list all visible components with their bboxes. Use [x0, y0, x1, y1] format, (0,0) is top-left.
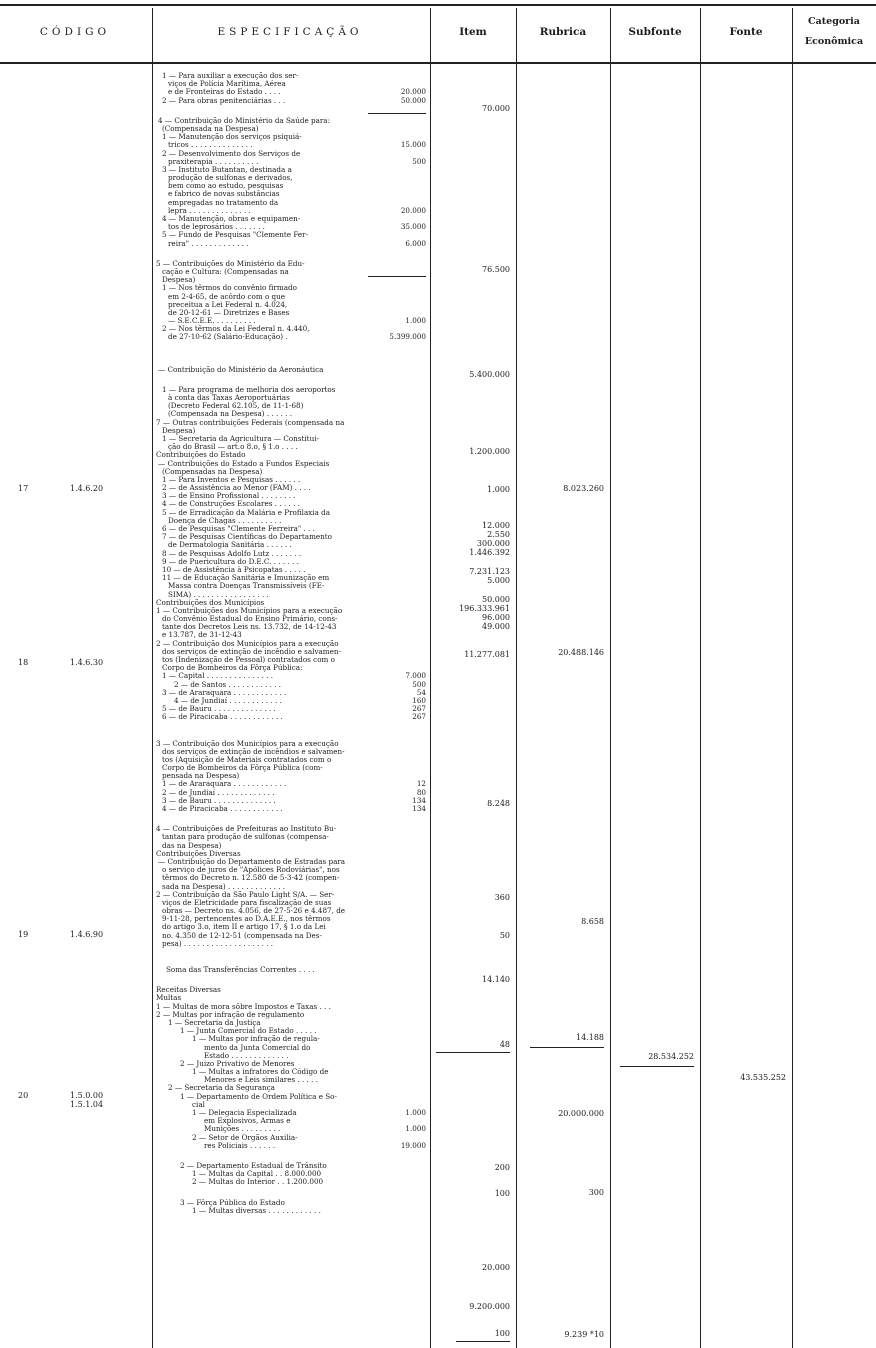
row-number: 20 [18, 1091, 29, 1100]
header-subfonte: Subfonte [628, 26, 682, 38]
spec-amount: 12 [416, 779, 426, 789]
spec-text: SIMA) . . . . . . . . . . . . . . . . . [168, 589, 269, 599]
spec-line [156, 333, 426, 341]
spec-text: Despesa) [162, 425, 196, 435]
spec-text: e fabrico de novas substâncias [168, 189, 280, 199]
total-rule [368, 276, 426, 277]
spec-text: ção do Brasil — art.o 8.o, § 1.o . . . . [168, 442, 298, 452]
spec-line [156, 966, 426, 974]
spec-text: viços de Eletricidade para fiscalização de suas [162, 897, 332, 907]
header-bottom-rule [0, 62, 876, 64]
spec-text: 2 — Para obras penitenciárias . . . [162, 95, 286, 105]
spec-text: tos de leprosários . . . . . . . [168, 222, 265, 232]
item-value: 1.000 [487, 485, 510, 494]
spec-text: 10 — de Assistência à Psicopatas . . . . . [162, 564, 306, 574]
spec-text: de Dermatologia Sanitária . . . . . . [168, 540, 292, 550]
spec-text: tante dos Decretos Leis ns. 13.732, de 14-12-43 [162, 622, 337, 632]
spec-text: 3 — Instituto Butantan, destinada a [162, 164, 292, 174]
item-value: 5.400.000 [469, 370, 510, 379]
spec-line [156, 940, 426, 948]
spec-text: 7 — de Pesquisas Científicas do Departamento [162, 532, 332, 542]
header-fonte: Fonte [729, 26, 763, 38]
spec-text: 5 — de Bauru . . . . . . . . . . . . . . [162, 704, 276, 714]
spec-text: reira" . . . . . . . . . . . . . [168, 238, 249, 248]
spec-text: 4 — de Construções Escolares . . . . . . [162, 499, 300, 509]
spec-text: de 27-10-62 (Salário-Educação) . [168, 332, 288, 342]
spec-amount: 267 [412, 704, 426, 714]
spec-text: 6 — de Piracicaba . . . . . . . . . . . . [162, 712, 283, 722]
spec-text: — Contribuições do Estado a Fundos Especiais [158, 458, 330, 468]
header-rubrica: Rubrica [539, 26, 587, 38]
item-value: 49.000 [482, 622, 510, 631]
item-value: 20.000 [482, 1263, 510, 1272]
spec-text: tos (Aquisição de Materiais contratados com o [162, 754, 332, 764]
spec-text: 1 — Manutenção dos serviços psiquiá- [162, 132, 302, 142]
spec-amount: 134 [412, 804, 426, 813]
spec-line [156, 419, 426, 427]
spec-text: Contribuições Diversas [156, 848, 241, 858]
spec-text: 2 — Setor de Orgãos Auxilia- [192, 1132, 298, 1142]
spec-text: 8 — de Pesquisas Adolfo Lutz . . . . . . . [162, 548, 302, 558]
spec-text: 4 — de Jundiaí . . . . . . . . . . . . [174, 695, 282, 705]
spec-text: no. 4.350 de 12-12-51 (compensada na Des- [162, 930, 322, 940]
item-value: 50 [499, 931, 510, 940]
spec-text: Corpo de Bombeiros da Fôrça Pública: [162, 663, 303, 673]
header-especificacao: ESPECIFICAÇÃO [217, 26, 363, 38]
spec-text: — S.E.C.E.E. . . . . . . . . . [168, 316, 256, 326]
budget-code: 1.4.6.20 [70, 484, 104, 493]
item-value: 9.200.000 [469, 1302, 510, 1311]
item-value: 100 [494, 1329, 510, 1338]
spec-line [156, 374, 426, 386]
spec-line [156, 722, 426, 740]
spec-text: pesa) . . . . . . . . . . . . . . . . . . . . [162, 938, 274, 948]
spec-line [156, 948, 426, 966]
spec-text: produção de sulfonas e derivados, [168, 173, 293, 183]
spec-text: 2 — de Assistência ao Menor (FAM) . . . . [162, 483, 311, 493]
spec-text: 2 — Juizo Privativo de Menores [180, 1058, 295, 1068]
spec-amount: 1.000 [405, 316, 426, 326]
spec-text: 1 — Multas diversas . . . . . . . . . . . . [192, 1205, 321, 1215]
spec-amount: 160 [412, 695, 426, 705]
column-divider [792, 8, 793, 1348]
spec-text: 2 — Desenvolvimento dos Serviços de [162, 148, 301, 158]
spec-amount: 500 [412, 156, 426, 166]
spec-text: — Contribuição do Ministério da Aeronáutica [158, 364, 324, 374]
spec-text: em Explosivos, Armas e [204, 1116, 291, 1126]
budget-code: 1.5.1.04 [70, 1100, 104, 1109]
spec-amount: 1.000 [405, 1124, 426, 1134]
column-divider [516, 8, 517, 1348]
spec-text: (Compensada na Despesa) . . . . . . [168, 409, 293, 419]
budget-code: 1.4.6.90 [70, 930, 104, 939]
spec-text: 1 — Multas a infratores do Código de [192, 1067, 329, 1077]
rubrica-value: 9.239 *10 [564, 1330, 604, 1339]
item-value: 70.000 [482, 104, 510, 113]
spec-text: praxiterapia . . . . . . . . . . [168, 156, 259, 166]
rubrica-value: 14.188 [576, 1033, 604, 1042]
spec-text: 3 — Fôrça Pública do Estado [180, 1197, 285, 1207]
spec-line [156, 1134, 426, 1142]
spec-amount: 134 [412, 795, 426, 805]
spec-text: — Contribuição do Departamento de Estradas para [158, 856, 346, 866]
spec-amount: 15.000 [400, 140, 426, 150]
header-item: Item [459, 26, 487, 38]
rubrica-value: 300 [588, 1188, 604, 1197]
item-value: 11.277.081 [464, 650, 510, 659]
spec-text: 1 — Contribuições dos Municípios para a execução [156, 605, 343, 615]
spec-text: sada na Despesa) . . . . . . . . . . . . . [162, 881, 286, 891]
spec-text: e 13.787, de 31-12-43 [162, 630, 242, 640]
spec-text: 2 — Contribuição da São Paulo Light S/A. — Ser- [156, 889, 335, 899]
spec-line [156, 97, 426, 105]
spec-text: 1 — Capital . . . . . . . . . . . . . . . [162, 671, 274, 681]
spec-text: viços de Polícia Marítima, Aérea [168, 79, 286, 89]
spec-amount: 80 [416, 787, 426, 797]
spec-text: empregadas no tratamento da [168, 197, 279, 207]
spec-amount: 50.000 [400, 95, 426, 105]
item-value: 300.000 [476, 539, 510, 548]
spec-text: 3 — de Bauru . . . . . . . . . . . . . . [162, 795, 276, 805]
spec-amount: 500 [412, 679, 426, 689]
spec-amount: 20.000 [400, 87, 426, 97]
spec-line [156, 1044, 426, 1052]
spec-text: 11 — de Educação Sanitária e Imunização em [162, 573, 330, 583]
spec-text: de 20-12-61 — Diretrizes e Bases [168, 307, 290, 317]
total-rule [620, 1066, 694, 1067]
spec-text: 2 — de Jundiaí . . . . . . . . . . . . . [162, 787, 275, 797]
total-rule [368, 113, 426, 114]
column-divider [610, 8, 611, 1348]
spec-text: 2 — Secretaria da Segurança [168, 1083, 275, 1093]
total-rule [530, 1047, 604, 1048]
rubrica-value: 8.023.260 [563, 484, 604, 493]
rubrica-value: 20.000.000 [558, 1109, 604, 1118]
spec-text: cial [192, 1099, 205, 1109]
spec-text: (Compensada na Despesa) [162, 123, 259, 133]
item-value: 200 [494, 1163, 510, 1172]
budget-code: 1.5.0.00 [70, 1091, 104, 1100]
spec-text: 4 — Contribuição do Ministério da Saúde para: [158, 115, 331, 125]
item-value: 48 [499, 1040, 510, 1049]
spec-text: 9 — de Puericultura do D.E.C. . . . . . . [162, 556, 299, 566]
item-value: 76.500 [482, 265, 510, 274]
spec-text: 3 — Contribuição dos Municípios para a execução [156, 738, 339, 748]
spec-text: dos serviços de extinção de incêndios e salvamen- [162, 746, 345, 756]
spec-text: (Compensadas na Despesa) [162, 466, 263, 476]
spec-line [156, 1109, 426, 1117]
spec-text: 1 — Delegacia Especializada [192, 1108, 297, 1117]
spec-line [156, 1117, 426, 1125]
spec-text: bem como ao estudo, pesquisas [168, 181, 284, 191]
subfonte-value: 28.534.252 [648, 1052, 694, 1061]
spec-text: 1 — Multas da Capital . . 8.000.000 [192, 1169, 322, 1179]
spec-text: 2 — Contribuição dos Municípios para a execução [156, 638, 339, 648]
item-value: 2.550 [487, 530, 510, 539]
spec-amount: 5.399.000 [389, 332, 426, 342]
spec-text: 1 — Para auxiliar a execução dos ser- [162, 71, 299, 80]
spec-text: 2 — Departamento Estadual de Trânsito [180, 1160, 327, 1170]
spec-text: 4 — Contribuições de Prefeituras ao Instituto Bu- [156, 824, 337, 834]
item-value: 50.000 [482, 595, 510, 604]
spec-text: Corpo de Bombeiros da Fôrça Pública (com- [162, 763, 323, 773]
spec-text: 1 — de Araraquara . . . . . . . . . . . . [162, 779, 287, 789]
spec-amount: 19.000 [400, 1140, 426, 1150]
spec-text: tantan para produção de sulfonas (compensa- [162, 832, 329, 842]
spec-amount: 1.000 [405, 1108, 426, 1117]
spec-text: 1 — Departamento de Ordem Política e So- [180, 1091, 337, 1101]
spec-text: 1 — Para programa de melhoria dos aeroportos [162, 384, 336, 394]
spec-text: 3 — de Araraquara . . . . . . . . . . . . [162, 687, 287, 697]
spec-text: 5 — Contribuições do Ministério da Edu- [156, 258, 305, 268]
header-top-rule [0, 4, 876, 6]
item-value: 196.333.961 [459, 604, 510, 613]
spec-text: 1 — Multas de mora sôbre Impostos e Taxas . . . [156, 1001, 331, 1011]
item-value: 360 [494, 893, 510, 902]
spec-text: obras — Decreto ns. 4.056, de 27-5-26 e 4.487, de [162, 906, 346, 916]
spec-text: 1 — Secretaria da Agricultura — Constitui- [162, 433, 319, 443]
item-value: 96.000 [482, 613, 510, 622]
spec-text: 1 — Nos têrmos do convênio firmado [162, 283, 297, 293]
spec-text: do Convênio Estadual do Ensino Primário, cons- [162, 614, 338, 624]
spec-text: 6 — de Pesquisas "Clemente Ferreira" . . . [162, 524, 315, 533]
spec-text: 1 — Junta Comercial do Estado . . . . . [180, 1026, 317, 1036]
rubrica-value: 20.488.146 [558, 648, 604, 657]
spec-line [156, 105, 426, 117]
spec-line [156, 268, 426, 276]
item-value: 1.446.392 [469, 548, 510, 557]
spec-text: 5 — de Erradicação da Malária e Profilaxia da [162, 507, 331, 517]
spec-text: Contribuições dos Municípios [156, 597, 265, 607]
spec-text: 2 — Multas por infração de regulamento [156, 1009, 305, 1019]
spec-text: Menores e Leis similares . . . . . [204, 1075, 318, 1085]
spec-text: 9-11-28, pertencentes ao D.A.E.E., nos têrmos [162, 914, 331, 924]
item-value: 5.000 [487, 576, 510, 585]
spec-text: Contribuições do Estado [156, 450, 246, 460]
spec-text: pensada na Despesa) [162, 771, 240, 781]
total-rule [456, 1341, 510, 1342]
spec-text: Doença de Chagas . . . . . . . . . . [168, 515, 282, 525]
spec-text: o serviço de juros de "Apólices Rodoviárias", nos [162, 865, 340, 875]
spec-text: Soma das Transferências Correntes . . . . [166, 965, 315, 974]
spec-text: mento da Junta Comercial do [204, 1042, 311, 1052]
column-divider [152, 8, 153, 1348]
spec-text: têrmos do Decreto n. 12.580 de 5-3-42 (compen- [162, 873, 340, 883]
item-value: 12.000 [482, 521, 510, 530]
spec-text: 7 — Outras contribuições Federais (compensada na [156, 417, 345, 427]
spec-text: res Policiais . . . . . . [204, 1140, 276, 1150]
column-divider [430, 8, 431, 1348]
spec-line [156, 1142, 426, 1150]
spec-line [156, 240, 426, 248]
spec-text: 1 — Secretaria da Justiça [168, 1017, 261, 1027]
spec-text: (Decreto Federal 62.105, de 11-1-68) [168, 401, 304, 411]
header-codigo: CÓDIGO [39, 26, 111, 38]
spec-text: cação e Cultura: (Compensadas na [162, 266, 289, 276]
spec-amount: 20.000 [400, 205, 426, 215]
spec-text: tos (Indenização de Pessoal) contratados com o [162, 655, 335, 664]
spec-text: dos serviços de extinção de incêndio e salvamen- [162, 646, 341, 656]
spec-text: 1 — Multas por infração de regula- [192, 1034, 320, 1044]
spec-text: 1 — Para Inventos e Pesquisas . . . . . . [162, 474, 301, 484]
row-number: 18 [18, 658, 29, 667]
budget-code: 1.4.6.30 [70, 658, 104, 667]
row-number: 19 [18, 930, 29, 939]
spec-amount: 7.000 [405, 671, 426, 681]
spec-text: 3 — de Ensino Profissional . . . . . . . . [162, 491, 296, 501]
spec-text: Multas [156, 993, 182, 1003]
spec-text: Despesa) [162, 275, 196, 285]
spec-line [156, 342, 426, 366]
spec-line [156, 1207, 426, 1215]
spec-line [156, 248, 426, 260]
spec-text: Munições . . . . . . . . . [204, 1124, 281, 1134]
spec-text: Receitas Diversas [156, 985, 221, 995]
spec-amount: 6.000 [405, 238, 426, 248]
spec-text: 2 — Multas do Interior . . 1.200.000 [192, 1177, 324, 1187]
spec-text: Massa contra Doenças Transmissíveis (FE- [168, 581, 325, 591]
spec-text: 4 — de Piracicaba . . . . . . . . . . . . [162, 804, 283, 813]
spec-line [156, 805, 426, 813]
spec-text: 4 — Manutenção, obras e equipamen- [162, 214, 301, 223]
item-value: 1.200.000 [469, 447, 510, 456]
spec-amount: 54 [416, 687, 426, 697]
header-categoria: Categoria [808, 16, 860, 27]
spec-amount: 267 [412, 712, 426, 722]
spec-text: 5 — Fundo de Pesquisas "Clemente Fer- [162, 230, 309, 240]
spec-text: do artigo 3.o, item II e artigo 17, § 1.o da Lei [162, 922, 326, 932]
spec-line [156, 1187, 426, 1199]
spec-line [156, 1178, 426, 1186]
spec-text: em 2-4-65, de acôrdo com o que [168, 291, 286, 301]
spec-text: tricos . . . . . . . . . . . . . . [168, 140, 253, 150]
especificacao-column [156, 72, 426, 1215]
header-economica: Econômica [804, 36, 864, 47]
spec-text: Estado . . . . . . . . . . . . . [204, 1050, 289, 1060]
spec-line [156, 986, 426, 994]
spec-text: e de Fronteiras do Estado . . . . [168, 87, 281, 97]
spec-line [156, 366, 426, 374]
spec-text: das na Despesa) [162, 840, 222, 850]
item-value: 100 [494, 1189, 510, 1198]
item-value: 8.248 [487, 799, 510, 808]
column-divider [700, 8, 701, 1348]
item-value: 7.231.123 [469, 567, 510, 576]
rubrica-value: 8.658 [581, 917, 604, 926]
row-number: 17 [18, 484, 29, 493]
spec-amount: 35.000 [400, 222, 426, 232]
spec-text: 2 — Nos têrmos da Lei Federal n. 4.440, [162, 324, 310, 334]
spec-text: lepra . . . . . . . . . . . . . . [168, 205, 251, 215]
item-value: 14.140 [482, 975, 510, 984]
spec-text: 2 — de Santos . . . . . . . . . . . . [174, 679, 282, 689]
spec-text: à conta das Taxas Aeroportuárias [168, 393, 290, 402]
fonte-value: 43.535.252 [740, 1073, 786, 1082]
spec-text: preceitua a Lei Federal n. 4.024, [168, 299, 288, 309]
spec-line [156, 713, 426, 721]
total-rule [436, 1052, 510, 1053]
